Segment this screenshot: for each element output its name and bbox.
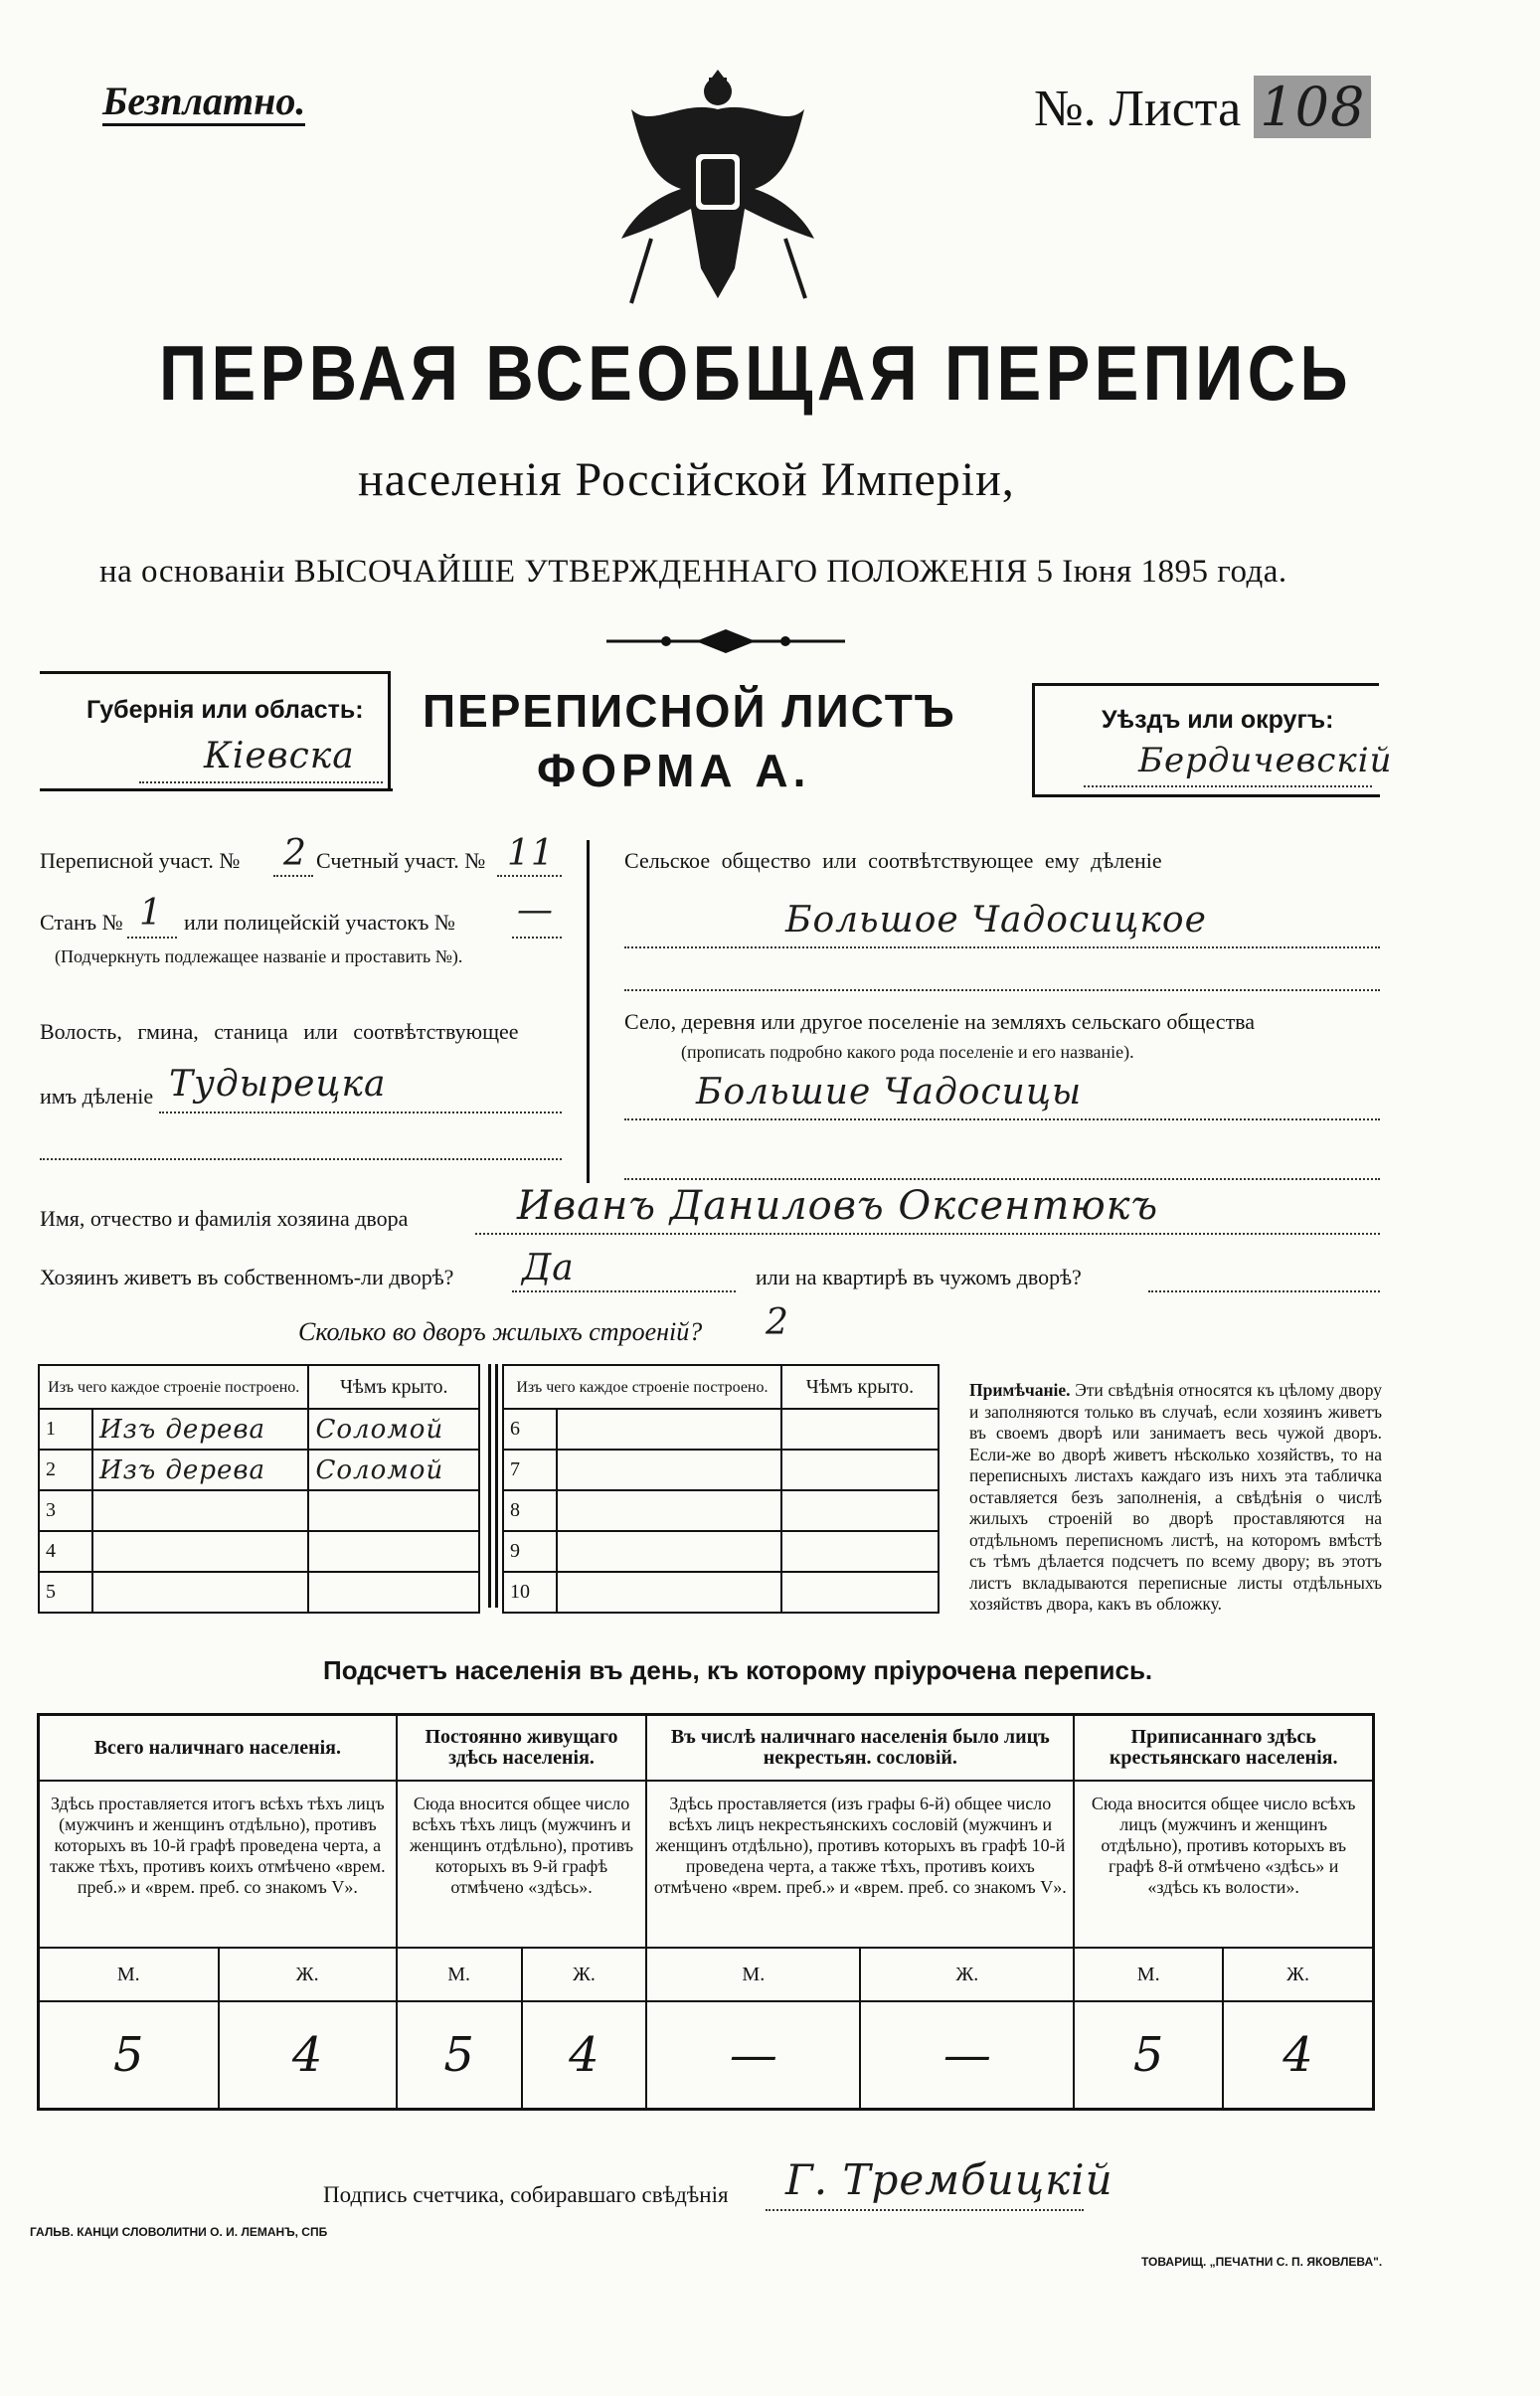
buildings-note-title: Примѣчаніе.: [969, 1380, 1071, 1400]
stan-value[interactable]: 1: [139, 893, 163, 934]
printer-left: ГАЛЬВ. КАНЦИ СЛОВОЛИТНИ О. И. ЛЕМАНЪ, СПБ: [30, 2225, 328, 2239]
tally-value[interactable]: 5: [39, 2001, 219, 2110]
gubernia-label: Губернія или область:: [86, 696, 364, 724]
owner-name-label: Имя, отчество и фамилія хозяина двора: [40, 1206, 409, 1231]
imperial-eagle-emblem: [611, 70, 825, 318]
free-label: Безплатно.: [102, 80, 305, 126]
buildings-table-left: [38, 1364, 480, 1614]
rent-label: или на квартирѣ въ чужомъ дворѣ?: [756, 1265, 1082, 1289]
owner-name-value[interactable]: Иванъ Даниловъ Оксентюкъ: [517, 1183, 1159, 1229]
village-label: Село, деревня или другое поселеніе на земляхъ сельскаго общества: [624, 1009, 1256, 1034]
sheet-number-label: №. Листа: [1034, 81, 1242, 137]
uezd-label: Уѣздъ или округъ:: [1102, 706, 1334, 734]
sheet-number-value: 108: [1254, 76, 1371, 138]
tally-value[interactable]: 5: [397, 2001, 522, 2110]
police-value[interactable]: —: [517, 890, 554, 931]
society-value[interactable]: Большое Чадосицкое: [785, 900, 1207, 941]
census-district-value[interactable]: 2: [283, 833, 307, 874]
building-row: 4: [39, 1531, 479, 1572]
building-row: 1 Изъ дерева Соломой: [39, 1409, 479, 1450]
volost-label-2: имъ дѣленіе: [40, 1084, 154, 1109]
village-note: (прописать подробно какого рода поселеніе и его названіе).: [681, 1042, 1134, 1062]
form-name: ФОРМА А.: [537, 745, 811, 796]
tally-value[interactable]: 4: [522, 2001, 647, 2110]
signature-label: Подпись счетчика, собиравшаго свѣдѣнія: [323, 2182, 729, 2207]
buildings-note-text: Эти свѣдѣнія относятся къ цѣлому двору и заполняются только въ случаѣ, если хозяинъ живетъ въ своемъ дворѣ или занимаетъ весь чужой дворъ. Если-же во дворѣ живетъ нѣсколько хозяйствъ, то на переписныхъ листахъ каждаго изъ нихъ эта табличка оставляется безъ заполненія, а свѣдѣнія о числѣ жилыхъ строеній во дворѣ проставляются на отдѣльномъ переписномъ листѣ, на которомъ вмѣстѣ съ тѣмъ дѣлается подсчетъ по всему двору; въ этотъ листъ вкладываются переписные листы отдѣльныхъ хозяйствъ двора, какъ въ обложку.: [969, 1380, 1383, 1614]
stan-label: Станъ №: [40, 910, 123, 935]
count-district-label: Счетный участ. №: [316, 848, 486, 873]
sheet-number: [1034, 78, 1371, 139]
building-row: 10: [503, 1572, 939, 1613]
col-material-header: Изъ чего каждое строеніе построено.: [39, 1365, 308, 1409]
police-label: или полицейскій участокъ №: [184, 910, 455, 935]
printer-right: ТОВАРИЩ. „ПЕЧАТНИ С. П. ЯКОВЛЕВА".: [1141, 2255, 1383, 2269]
population-tally-table: Всего наличнаго населенія. Постоянно живущаго здѣсь населенія. Въ числѣ наличнаго населенія было лицъ некрестьян. сословій. Приписаннаго здѣсь крестьянскаго населенія. Здѣсь проставляется итогъ всѣхъ тѣхъ лицъ (мужчинъ и женщинъ отдѣльно), противъ которыхъ въ 10-й графѣ проведена черта, а также тѣхъ, противъ коихъ отмѣчено «врем. преб.» и «врем. преб. со знакомъ V». Сюда вносится общее число всѣхъ тѣхъ лицъ (мужчинъ и женщинъ отдѣльно), противъ которыхъ въ 9-й графѣ отмѣчено «здѣсь». Здѣсь проставляется (изъ графы 6-й) общее число всѣхъ лицъ некрестьянскихъ сословій (мужчинъ и женщинъ отдѣльно), противъ которыхъ въ графѣ 10-й проведена черта, а также тѣхъ, противъ коихъ отмѣчено «врем. преб.» и «врем. преб. со знакомъ V». Сюда вносится общее число всѣхъ лицъ (мужчинъ и женщинъ отдѣльно), противъ которыхъ въ графѣ 8-й отмѣчено «здѣсь» и «здѣсь къ волости». М. Ж. М. Ж. М. Ж. М. Ж. 5 4 5 4 — — 5 4: [37, 1713, 1375, 2111]
tally-value[interactable]: —: [646, 2001, 860, 2110]
tally-value[interactable]: 5: [1074, 2001, 1223, 2110]
building-row: 2 Изъ дерева Соломой: [39, 1450, 479, 1490]
buildings-label: Сколько во дворъ жилыхъ строеній?: [298, 1317, 703, 1346]
census-title: ПЕРВАЯ ВСЕОБЩАЯ ПЕРЕПИСЬ: [159, 329, 1352, 417]
buildings-table-right: Изъ чего каждое строеніе построено. Чѣмъ крыто. 6 7 8 9 10: [502, 1364, 940, 1614]
volost-label-1: Волость, гмина, станица или соотвѣтствующее: [40, 1019, 519, 1044]
census-basis: на основаніи ВЫСОЧАЙШЕ УТВЕРЖДЕННАГО ПОЛОЖЕНІЯ 5 Іюня 1895 года.: [99, 554, 1287, 590]
buildings-value[interactable]: 2: [766, 1302, 789, 1343]
building-row: 8: [503, 1490, 939, 1531]
signature-value[interactable]: Г. Трембицкій: [785, 2155, 1113, 2204]
census-subtitle: населенія Россійской Имперіи,: [358, 453, 1015, 506]
village-value[interactable]: Большие Чадосицы: [696, 1072, 1083, 1112]
tally-value[interactable]: —: [860, 2001, 1074, 2110]
building-row: 6: [503, 1409, 939, 1450]
own-yard-value[interactable]: Да: [522, 1248, 575, 1288]
tally-value[interactable]: 4: [1223, 2001, 1373, 2110]
buildings-note: [969, 1380, 1382, 1616]
census-district-label: Переписной участ. №: [40, 848, 241, 873]
underline-note: (Подчеркнуть подлежащее названіе и проставить №).: [55, 946, 463, 966]
tally-value[interactable]: 4: [219, 2001, 397, 2110]
society-label: Сельское общество или соотвѣтствующее ему дѣленіе: [624, 848, 1162, 873]
building-row: 9: [503, 1531, 939, 1572]
col-roof-header: Чѣмъ крыто.: [308, 1365, 479, 1409]
count-district-value[interactable]: 11: [507, 833, 555, 874]
uezd-value[interactable]: Бердичевскій: [1138, 741, 1393, 780]
building-row: 7: [503, 1450, 939, 1490]
form-title: ПЕРЕПИСНОЙ ЛИСТЪ: [423, 685, 956, 737]
building-row: 5: [39, 1572, 479, 1613]
tally-heading: Подсчетъ населенія въ день, къ которому пріурочена перепись.: [323, 1655, 1153, 1685]
column-divider: [587, 840, 590, 1183]
gubernia-value[interactable]: Кіевска: [204, 736, 355, 776]
volost-value[interactable]: Тудырецка: [169, 1064, 387, 1105]
own-yard-label: Хозяинъ живетъ въ собственномъ-ли дворѣ?: [40, 1265, 454, 1289]
ornament-divider: [606, 626, 845, 656]
building-row: 3: [39, 1490, 479, 1531]
